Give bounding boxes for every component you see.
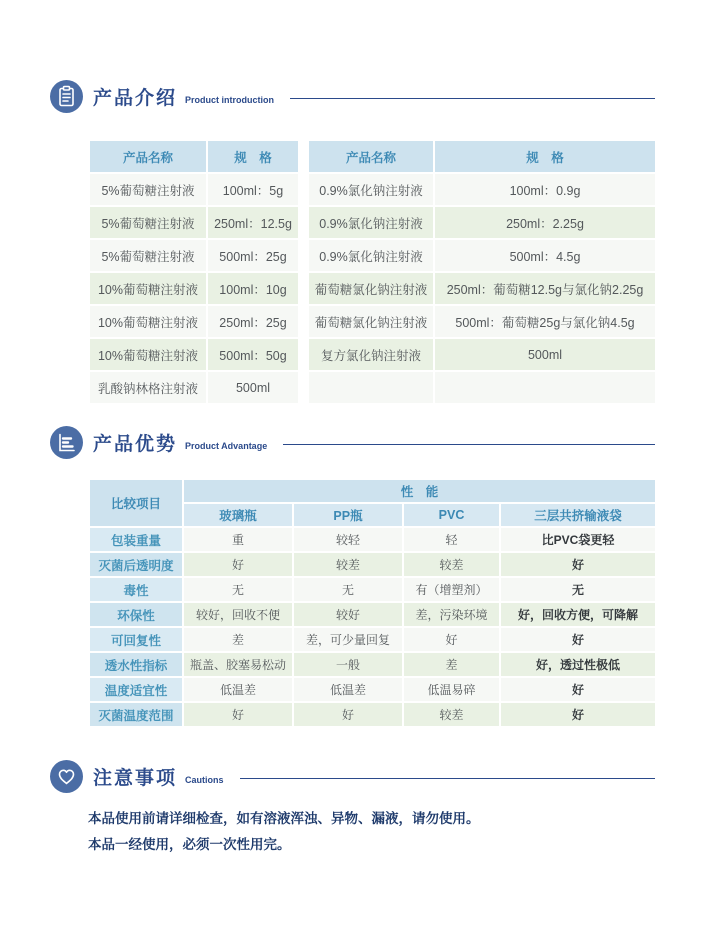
table-header-row [90, 141, 298, 172]
table-cell: 较好，回收不便 [184, 603, 292, 626]
table-cell: 5%葡萄糖注射液 [90, 240, 206, 271]
table-cell: 灭菌温度范围 [90, 703, 182, 726]
table-cell: 500ml：25g [208, 240, 298, 271]
table-cell: 差 [184, 628, 292, 651]
table-cell: 较轻 [294, 528, 402, 551]
table-cell: 较差 [294, 553, 402, 576]
table-cell: 0.9%氯化钠注射液 [309, 174, 433, 205]
table-row [309, 372, 655, 403]
table-row [309, 306, 655, 337]
section-header-product-intro [50, 80, 655, 113]
column-header-three-layer-bag: 三层共挤输液袋 [501, 504, 655, 526]
table-cell: 低温差 [294, 678, 402, 701]
table-cell: 比PVC袋更轻 [501, 528, 655, 551]
table-cell: 差，可少量回复 [294, 628, 402, 651]
section-header-product-advantage [50, 426, 655, 459]
table-cell: 环保性 [90, 603, 182, 626]
table-row [309, 240, 655, 271]
table-cell: 500ml：葡萄糖25g与氯化钠4.5g [435, 306, 655, 337]
table-cell: 温度适宜性 [90, 678, 182, 701]
table-cell: 好 [501, 678, 655, 701]
table-cell: 好，透过性极低 [501, 653, 655, 676]
packaging-comparison-table [88, 478, 657, 728]
table-row [90, 653, 655, 676]
table-cell: 100ml：5g [208, 174, 298, 205]
column-header-pvc: PVC [404, 504, 499, 526]
table-cell: 葡萄糖氯化钠注射液 [309, 273, 433, 304]
table-cell: 低温差 [184, 678, 292, 701]
table-cell: 无 [294, 578, 402, 601]
column-header-spec: 规 格 [208, 141, 298, 172]
table-cell [309, 372, 433, 403]
table-cell: 好 [404, 628, 499, 651]
table-cell [435, 372, 655, 403]
table-cell: 0.9%氯化钠注射液 [309, 240, 433, 271]
section-title: 产品优势 [93, 434, 178, 455]
table-row [90, 240, 298, 271]
table-cell: 可回复性 [90, 628, 182, 651]
caution-line: 本品使用前请详细检查，如有溶液浑浊、异物、漏液，请勿使用。 [88, 811, 480, 826]
section-subtitle: Cautions [185, 775, 224, 785]
section-divider-line [290, 98, 655, 99]
table-cell: 500ml：50g [208, 339, 298, 370]
table-cell: 有（增塑剂） [404, 578, 499, 601]
table-row [90, 174, 298, 205]
table-cell: 乳酸钠林格注射液 [90, 372, 206, 403]
table-row [90, 528, 655, 551]
table-cell: 5%葡萄糖注射液 [90, 174, 206, 205]
table-cell: 500ml [435, 339, 655, 370]
corner-header-comparison-item: 比较项目 [90, 480, 182, 526]
table-cell: 无 [184, 578, 292, 601]
table-cell: 瓶盖、胶塞易松动 [184, 653, 292, 676]
table-cell: 透水性指标 [90, 653, 182, 676]
section-subtitle: Product Advantage [185, 441, 268, 451]
table-cell: 100ml：0.9g [435, 174, 655, 205]
table-row [90, 628, 655, 651]
table-cell: 好 [501, 553, 655, 576]
section-header-cautions [50, 760, 655, 793]
table-cell: 10%葡萄糖注射液 [90, 273, 206, 304]
section-title: 产品介绍 [93, 88, 178, 109]
table-cell: 较差 [404, 703, 499, 726]
table-cell: 10%葡萄糖注射液 [90, 306, 206, 337]
bar-chart-icon [50, 426, 83, 459]
table-row [309, 339, 655, 370]
column-header-product-name: 产品名称 [90, 141, 206, 172]
group-header-performance: 性 能 [184, 480, 655, 502]
table-row [90, 603, 655, 626]
table-cell: 250ml：2.25g [435, 207, 655, 238]
table-header-row [309, 141, 655, 172]
table-cell: 差 [404, 653, 499, 676]
table-cell: 好 [184, 553, 292, 576]
heart-icon [50, 760, 83, 793]
table-cell: 500ml [208, 372, 298, 403]
table-cell: 0.9%氯化钠注射液 [309, 207, 433, 238]
section-title: 注意事项 [93, 768, 178, 789]
table-cell: 葡萄糖氯化钠注射液 [309, 306, 433, 337]
table-cell: 100ml：10g [208, 273, 298, 304]
table-row [90, 306, 298, 337]
table-row [90, 207, 298, 238]
clipboard-icon [50, 80, 83, 113]
table-cell: 轻 [404, 528, 499, 551]
table-cell: 好 [294, 703, 402, 726]
table-header-row [90, 480, 655, 502]
table-cell: 500ml：4.5g [435, 240, 655, 271]
table-row [90, 578, 655, 601]
section-divider-line [283, 444, 655, 445]
table-cell: 好 [501, 703, 655, 726]
spec-table-sodium-chloride [307, 139, 657, 405]
column-header-glass-bottle: 玻璃瓶 [184, 504, 292, 526]
caution-text-block [88, 806, 655, 858]
table-cell: 较好 [294, 603, 402, 626]
table-cell: 250ml：葡萄糖12.5g与氯化钠2.25g [435, 273, 655, 304]
table-cell: 灭菌后透明度 [90, 553, 182, 576]
table-cell: 毒性 [90, 578, 182, 601]
table-cell: 一般 [294, 653, 402, 676]
caution-line: 本品一经使用，必须一次性用完。 [88, 837, 291, 852]
table-cell: 250ml：25g [208, 306, 298, 337]
spec-table-glucose [88, 139, 300, 405]
table-row [309, 207, 655, 238]
table-cell: 好 [184, 703, 292, 726]
table-cell: 好 [501, 628, 655, 651]
section-divider-line [240, 778, 655, 779]
column-header-product-name: 产品名称 [309, 141, 433, 172]
table-cell: 无 [501, 578, 655, 601]
table-cell: 5%葡萄糖注射液 [90, 207, 206, 238]
column-header-pp-bottle: PP瓶 [294, 504, 402, 526]
table-row [90, 678, 655, 701]
column-header-spec: 规 格 [435, 141, 655, 172]
table-row [90, 273, 298, 304]
table-cell: 包装重量 [90, 528, 182, 551]
table-cell: 重 [184, 528, 292, 551]
table-cell: 复方氯化钠注射液 [309, 339, 433, 370]
table-cell: 好，回收方便，可降解 [501, 603, 655, 626]
table-cell: 差，污染环境 [404, 603, 499, 626]
table-cell: 10%葡萄糖注射液 [90, 339, 206, 370]
table-cell: 较差 [404, 553, 499, 576]
section-subtitle: Product introduction [185, 95, 275, 105]
table-cell: 250ml：12.5g [208, 207, 298, 238]
table-row [90, 553, 655, 576]
table-row [309, 174, 655, 205]
product-spec-tables [88, 139, 657, 405]
table-row [90, 703, 655, 726]
table-row [90, 372, 298, 403]
table-row [90, 339, 298, 370]
table-cell: 低温易碎 [404, 678, 499, 701]
table-row [309, 273, 655, 304]
